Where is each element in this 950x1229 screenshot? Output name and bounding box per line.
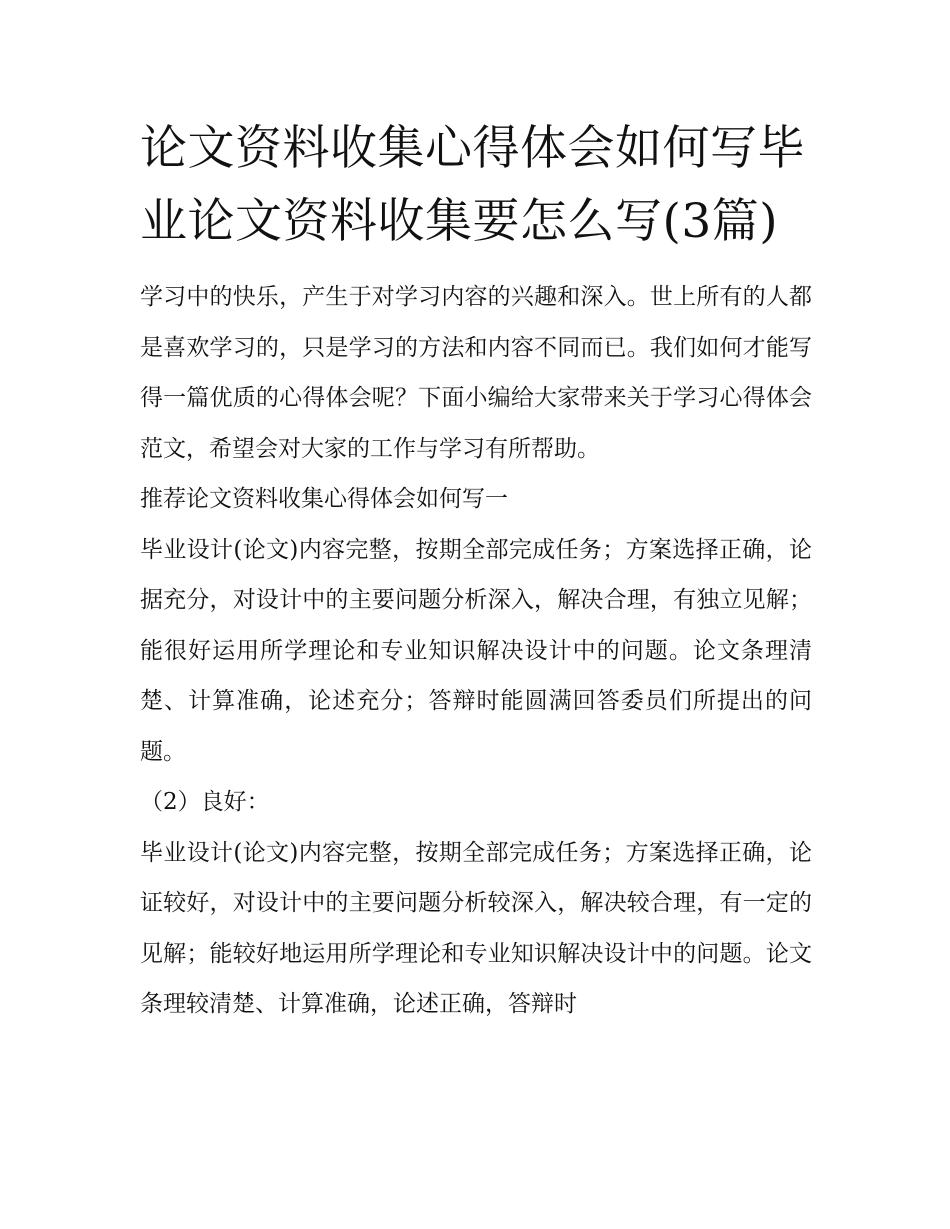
- paragraph-good-criteria: 毕业设计(论文)内容完整，按期全部完成任务；方案选择正确，论证较好，对设计中的主要问题分析较深入，解决较合理，有一定的见解；能较好地运用所学理论和专业知识解决设计中的问题。论文条理较清楚、计算准确，论述正确，答辩时: [140, 839, 812, 1017]
- paragraph-excellent-criteria: 毕业设计(论文)内容完整，按期全部完成任务；方案选择正确，论据充分，对设计中的主要问题分析深入，解决合理，有独立见解；能很好运用所学理论和专业知识解决设计中的问题。论文条理清楚、计算准确，论述充分；答辩时能圆满回答委员们所提出的问题。: [140, 536, 812, 765]
- document-body: [140, 272, 812, 1030]
- paragraph-intro: 学习中的快乐，产生于对学习内容的兴趣和深入。世上所有的人都是喜欢学习的，只是学习的方法和内容不同而已。我们如何才能写得一篇优质的心得体会呢？下面小编给大家带来关于学习心得体会范文，希望会对大家的工作与学习有所帮助。: [140, 284, 812, 462]
- document-content: [140, 112, 812, 1030]
- paragraph-grade-good: （2）良好：: [140, 789, 270, 815]
- document-title: 论文资料收集心得体会如何写毕业论文资料收集要怎么写(3篇): [140, 121, 805, 249]
- paragraph-heading-recommend: 推荐论文资料收集心得体会如何写一: [140, 486, 508, 512]
